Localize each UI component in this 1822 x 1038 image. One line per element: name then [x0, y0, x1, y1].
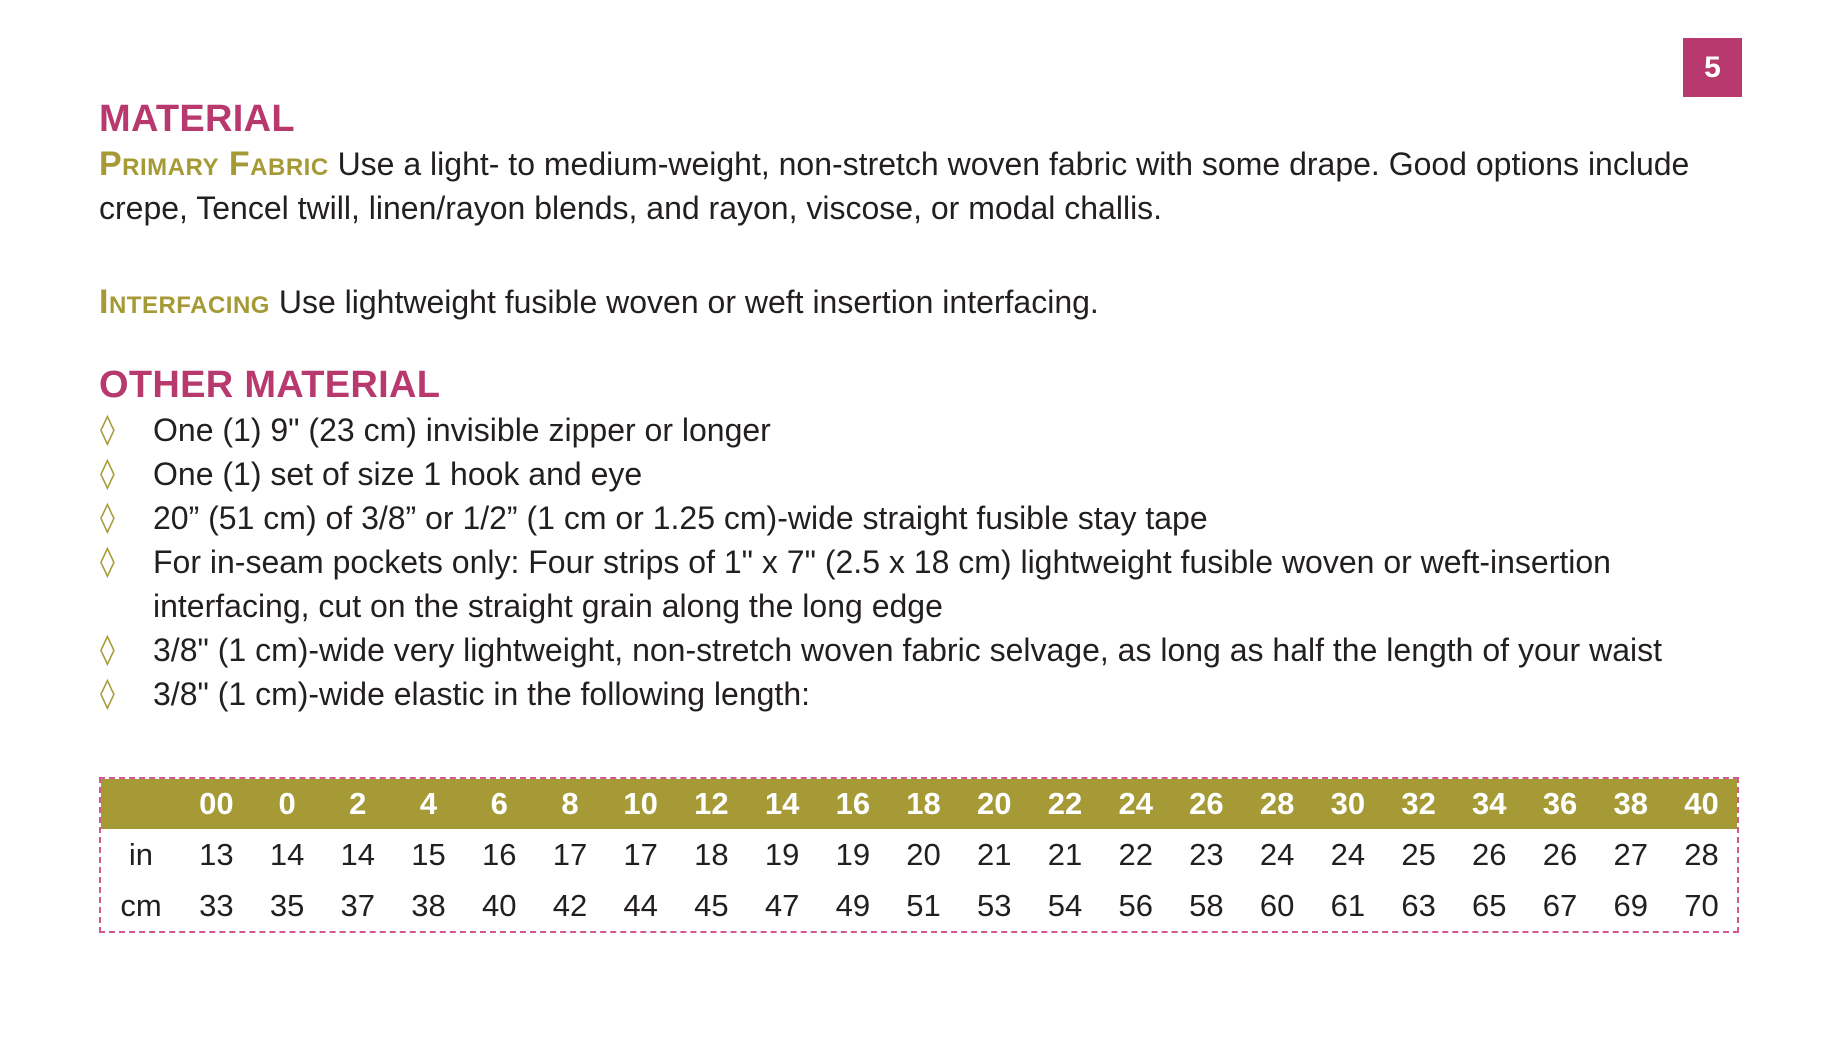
value-cell: 21 [1047, 836, 1083, 872]
size-header-cell: 36 [1525, 779, 1596, 829]
size-header-cell: 4 [393, 779, 464, 829]
primary-fabric-text: Use a light- to medium-weight, non-stretch woven fabric with some drape. Good options include crepe, Tencel twill, linen/rayon blends, and rayon, viscose, or modal challis. [99, 146, 1690, 226]
size-header-cell: 30 [1313, 779, 1384, 829]
value-cell: 63 [1401, 887, 1436, 923]
size-header-cell: 16 [817, 779, 888, 829]
elastic-length-table [101, 779, 1737, 931]
size-header-cell: 6 [464, 779, 535, 829]
size-header-cell: 18 [888, 779, 959, 829]
unit-header-cell [101, 779, 181, 829]
value-cell: 19 [835, 836, 871, 872]
size-header-cell: 10 [605, 779, 676, 829]
value-cell: 25 [1401, 836, 1436, 872]
material-heading: MATERIAL [99, 98, 295, 140]
value-cell: 49 [835, 887, 871, 923]
value-cell: 42 [552, 887, 588, 923]
size-header-cell: 34 [1454, 779, 1525, 829]
size-header-cell: 12 [676, 779, 747, 829]
list-item-text: One (1) 9" (23 cm) invisible zipper or longer [153, 412, 771, 448]
value-cell: 18 [694, 836, 729, 872]
lozenge-diamond-icon: ◊ [100, 500, 115, 535]
lozenge-diamond-icon: ◊ [100, 544, 115, 579]
value-cell: 20 [906, 836, 941, 872]
page-number-badge: 5 [1683, 38, 1742, 97]
list-item [99, 540, 1739, 628]
size-header-cell: 38 [1595, 779, 1666, 829]
value-cell: 47 [764, 887, 800, 923]
value-cell: 51 [906, 887, 941, 923]
value-cell: 58 [1189, 887, 1224, 923]
size-header-cell: 20 [959, 779, 1030, 829]
primary-fabric-label: Primary Fabric [99, 145, 329, 183]
value-cell: 24 [1330, 836, 1366, 872]
value-cell: 28 [1684, 836, 1719, 872]
value-cell: 38 [411, 887, 446, 923]
list-item-text: One (1) set of size 1 hook and eye [153, 456, 643, 492]
material-section [99, 96, 1739, 716]
interfacing-text: Use lightweight fusible woven or weft insertion interfacing. [278, 284, 1099, 320]
unit-label-cell: cm [120, 887, 162, 923]
table-row [101, 880, 1737, 931]
list-item [99, 408, 1739, 452]
value-cell: 53 [977, 887, 1012, 923]
value-cell: 33 [199, 887, 234, 923]
list-item [99, 496, 1739, 540]
value-cell: 21 [977, 836, 1012, 872]
value-cell: 26 [1542, 836, 1578, 872]
value-cell: 24 [1259, 836, 1295, 872]
size-header-row [101, 779, 1737, 829]
value-cell: 22 [1118, 836, 1153, 872]
lozenge-diamond-icon: ◊ [100, 676, 115, 711]
list-item [99, 452, 1739, 496]
value-cell: 69 [1613, 887, 1648, 923]
elastic-length-table-frame [99, 777, 1739, 933]
size-header-cell: 0 [252, 779, 323, 829]
value-cell: 17 [552, 836, 588, 872]
size-header-cell: 14 [747, 779, 818, 829]
value-cell: 70 [1684, 887, 1719, 923]
value-cell: 56 [1118, 887, 1153, 923]
size-header-cell: 28 [1242, 779, 1313, 829]
value-cell: 54 [1047, 887, 1083, 923]
size-header-cell: 8 [535, 779, 606, 829]
value-cell: 19 [764, 836, 800, 872]
list-item-text: For in-seam pockets only: Four strips of 1" x 7" (2.5 x 18 cm) lightweight fusible woven or weft-insertion interfacing, cut on the straight grain along the long edge [153, 544, 1611, 624]
size-header-cell: 40 [1666, 779, 1737, 829]
lozenge-diamond-icon: ◊ [100, 412, 115, 447]
primary-fabric-paragraph [99, 142, 1739, 230]
other-material-list [99, 408, 1739, 716]
size-header-cell: 26 [1171, 779, 1242, 829]
interfacing-label: Interfacing [99, 283, 270, 321]
list-item-text: 3/8" (1 cm)-wide elastic in the following length: [153, 676, 810, 712]
value-cell: 27 [1613, 836, 1648, 872]
unit-label-cell: in [128, 836, 154, 872]
value-cell: 65 [1472, 887, 1507, 923]
value-cell: 44 [623, 887, 658, 923]
value-cell: 14 [269, 836, 305, 872]
list-item [99, 628, 1739, 672]
value-cell: 17 [623, 836, 658, 872]
value-cell: 61 [1330, 887, 1366, 923]
value-cell: 14 [340, 836, 376, 872]
value-cell: 67 [1542, 887, 1578, 923]
interfacing-paragraph [99, 280, 1739, 324]
list-item [99, 672, 1739, 716]
size-header-cell: 32 [1383, 779, 1454, 829]
value-cell: 15 [411, 836, 446, 872]
other-material-heading: OTHER MATERIAL [99, 364, 441, 406]
value-cell: 35 [269, 887, 305, 923]
value-cell: 16 [481, 836, 517, 872]
size-header-cell: 24 [1100, 779, 1171, 829]
list-item-text: 3/8" (1 cm)-wide very lightweight, non-stretch woven fabric selvage, as long as half the length of your waist [153, 632, 1662, 668]
value-cell: 37 [340, 887, 376, 923]
value-cell: 60 [1259, 887, 1295, 923]
lozenge-diamond-icon: ◊ [100, 632, 115, 667]
value-cell: 45 [694, 887, 729, 923]
size-header-cell: 00 [181, 779, 252, 829]
value-cell: 23 [1189, 836, 1224, 872]
value-cell: 40 [481, 887, 517, 923]
lozenge-diamond-icon: ◊ [100, 456, 115, 491]
size-header-cell: 22 [1030, 779, 1101, 829]
value-cell: 26 [1472, 836, 1507, 872]
value-cell: 13 [199, 836, 234, 872]
table-row [101, 829, 1737, 880]
list-item-text: 20” (51 cm) of 3/8” or 1/2” (1 cm or 1.25 cm)-wide straight fusible stay tape [153, 500, 1208, 536]
size-header-cell: 2 [322, 779, 393, 829]
